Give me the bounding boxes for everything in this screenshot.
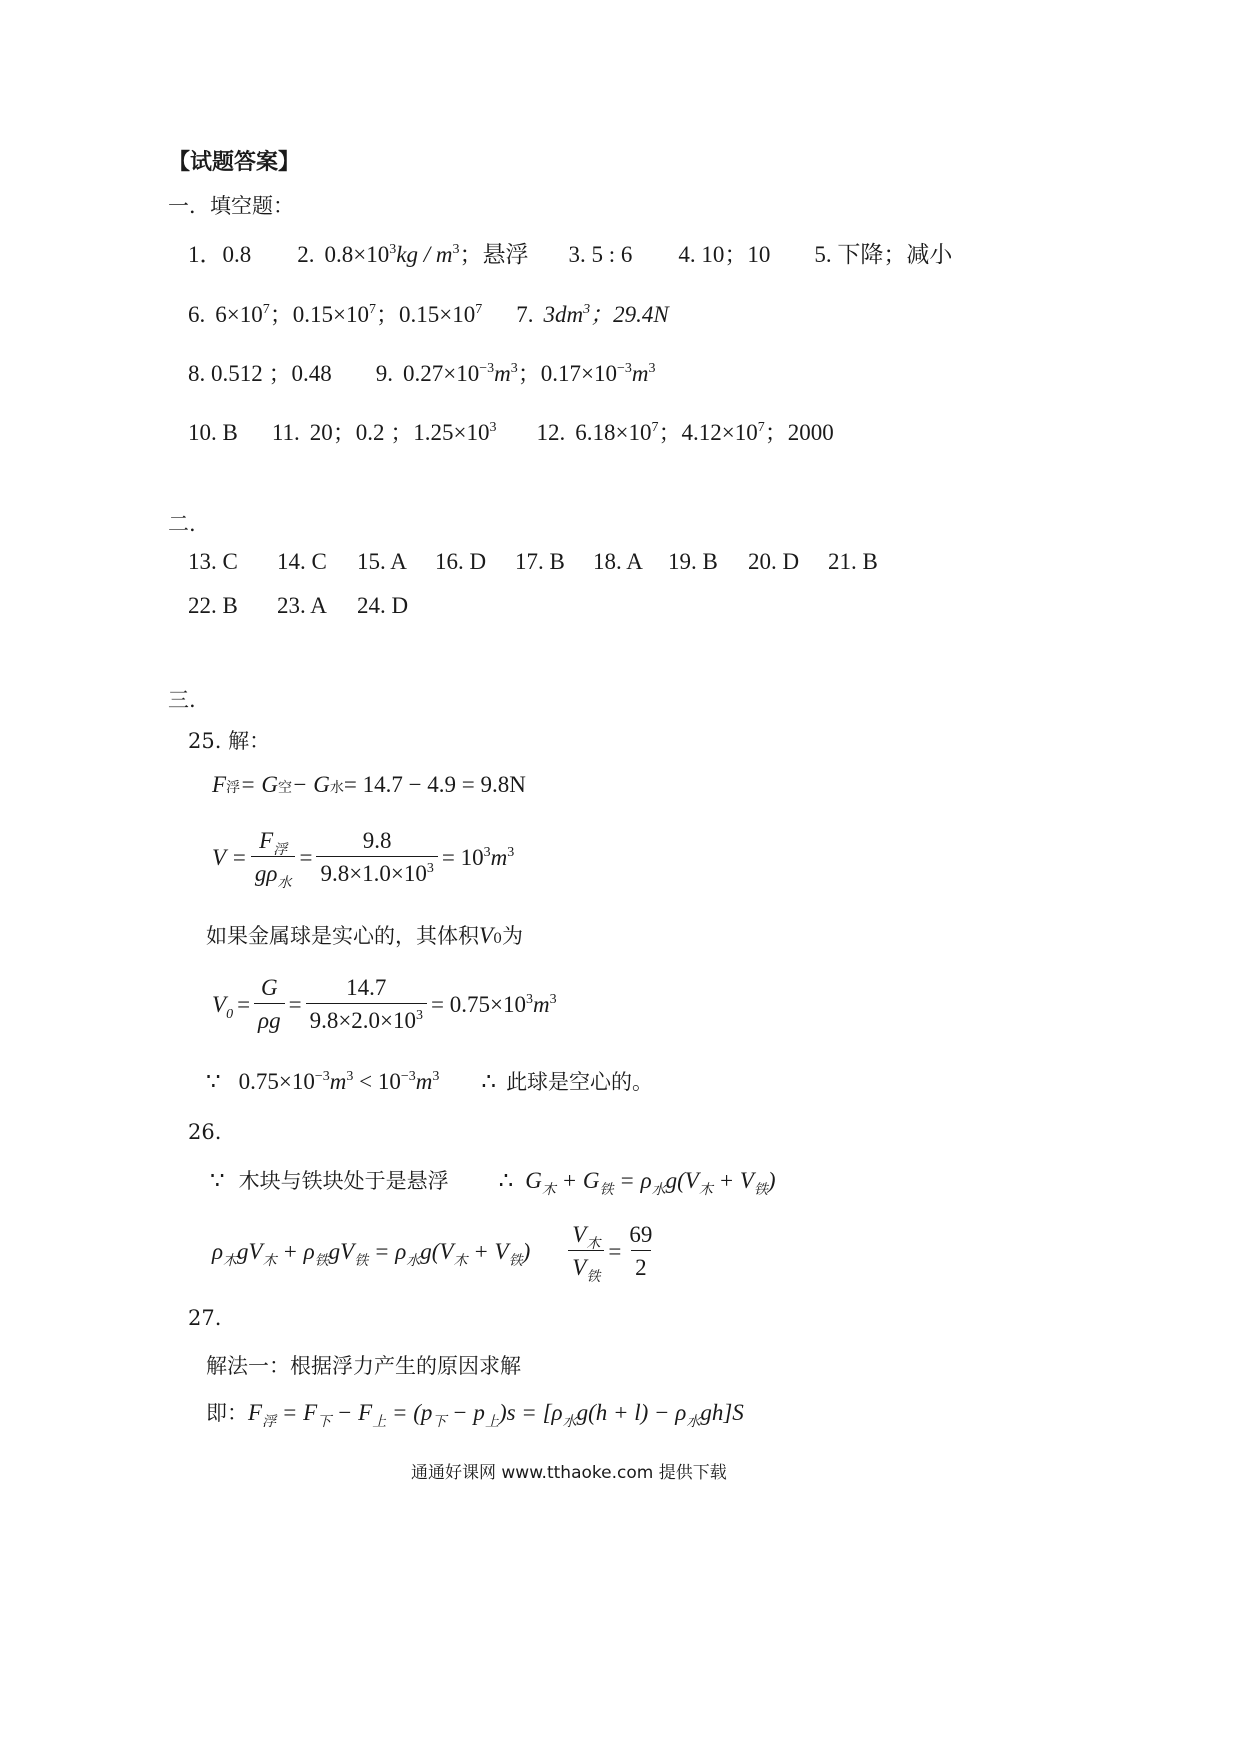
q27-method-one: 解法一：根据浮力产生的原因求解 — [206, 1354, 521, 1378]
choice-answer: 13. C — [188, 549, 238, 574]
answer-row-2 — [188, 296, 669, 329]
choice-answers-row-2 — [188, 593, 408, 619]
footer-source-note: 通通好课网 www.tthaoke.com 提供下载 — [411, 1463, 727, 1483]
choice-answer: 15. A — [357, 549, 407, 574]
therefore-symbol: ∴ — [481, 1069, 497, 1094]
answer-q1: 1．0.8 — [188, 242, 252, 267]
choice-answer: 16. D — [435, 549, 487, 574]
answer-q6: $6\times 10^7$；$0.15\times 10^7$；$0.15\times 10^7$ — [215, 302, 483, 327]
answer-q7: $3dm^3$；29.4N — [543, 302, 669, 327]
fraction: $\frac{69}{2}$ — [629, 1222, 653, 1280]
because-symbol: ∵ — [210, 1168, 225, 1193]
choice-answer: 14. C — [277, 549, 327, 574]
answer-q12: $6.18\times 10^7$；$4.12\times 10^7$；2000 — [575, 420, 834, 445]
answer-q6-number: 6. — [188, 302, 206, 327]
choice-answer: 17. B — [515, 549, 565, 574]
answer-row-4 — [188, 414, 834, 447]
answer-q2-number: 2. — [297, 242, 315, 267]
choice-answer: 18. A — [593, 549, 643, 574]
answer-q5: 5. 下降；减小 — [814, 242, 953, 267]
answer-row-3 — [188, 355, 656, 388]
answer-q9: $0.27\times 10^{-3}m^3$；$0.17\times 10^{-3}m^3$ — [403, 361, 656, 386]
therefore-symbol: ∴ — [498, 1168, 514, 1193]
choice-answer: 20. D — [748, 549, 800, 574]
answer-q10: 10. B — [188, 420, 238, 445]
q27-label: 27. — [188, 1306, 222, 1330]
choice-answer: 21. B — [828, 549, 878, 574]
answer-q8: 8. 0.512 ；0.48 — [188, 361, 332, 386]
q27-pressure-difference-equation: 即： $F_浮 = F_下 - F_上 = (p_下 - p_上)s = [\rho_水g(h + l) - \rho_水gh]S$ — [206, 1400, 744, 1430]
choice-answer: 22. B — [188, 593, 238, 618]
answer-q4: 4. 10；10 — [678, 242, 771, 267]
q25-solid-volume-equation: $V_0$ = $\frac{G}{\rho g}$ = $\frac{14.7}{9.8\times 2.0\times 10^3}$ = $0.75\times 10^3m^3$ — [212, 975, 557, 1033]
because-symbol: ∵ — [206, 1069, 221, 1094]
q25-solid-volume-text: 如果金属球是实心的，其体积 V 0 为 — [206, 923, 523, 948]
section2-title: 二. — [168, 512, 196, 536]
fraction: $\frac{F_浮}{g\rho_水}$ — [251, 828, 296, 887]
answer-q3: 3. 5 : 6 — [568, 242, 633, 267]
q26-label: 26. — [188, 1120, 222, 1144]
answer-q12-number: 12. — [536, 420, 566, 445]
fraction: $\frac{14.7}{9.8\times 2.0\times 10^3}$ — [306, 975, 427, 1034]
q26-density-equation: $\rho_木gV_木 + \rho_铁gV_铁 = \rho_水g(V_木 + V_铁)$ $\frac{V_木}{V_铁}$ = $\frac{69}{2}$ — [212, 1222, 660, 1281]
fraction: $\frac{G}{\rho g}$ — [254, 975, 285, 1034]
q25-label: 25. 解： — [188, 729, 271, 753]
choice-answer: 19. B — [668, 549, 718, 574]
answer-q11-number: 11. — [271, 420, 300, 445]
q25-conclusion: ∵ $0.75\times 10^{-3}m^3 < 10^{-3}m^3$ ∴ 此球是空心的。 — [206, 1069, 654, 1094]
answer-row-1 — [188, 236, 952, 269]
section1-title: 一．填空题： — [168, 194, 294, 218]
choice-answer: 23. A — [277, 593, 327, 618]
q25-volume-equation: V = $\frac{F_浮}{g\rho_水}$ = $\frac{9.8}{9.8\times 1.0\times 10^3}$ = $10^3m^3$ — [212, 828, 515, 891]
answer-q9-number: 9. — [375, 361, 393, 386]
choice-answer: 24. D — [357, 593, 409, 618]
answer-q11: 20；0.2 ；$1.25\times 10^3$ — [309, 420, 497, 445]
fraction: $\frac{9.8}{9.8\times 1.0\times 10^3}$ — [316, 828, 437, 887]
q25-buoyancy-equation: F 浮 = G 空 − G 水 = 14.7 − 4.9 = 9.8N — [212, 772, 526, 797]
answer-q7-number: 7. — [516, 302, 534, 327]
answer-heading: 【试题答案】 — [168, 150, 301, 175]
choice-answers-row-1 — [188, 549, 878, 575]
q26-equilibrium-line: ∵ 木块与铁块处于是悬浮 ∴ $G_木 + G_铁 = \rho_水g(V_木 + V_铁)$ — [210, 1168, 776, 1198]
answer-q2: $0.8\times 10^3kg / m^3$；悬浮 — [324, 242, 529, 267]
fraction: $\frac{V_木}{V_铁}$ — [568, 1222, 604, 1281]
section3-title: 三. — [168, 688, 196, 712]
